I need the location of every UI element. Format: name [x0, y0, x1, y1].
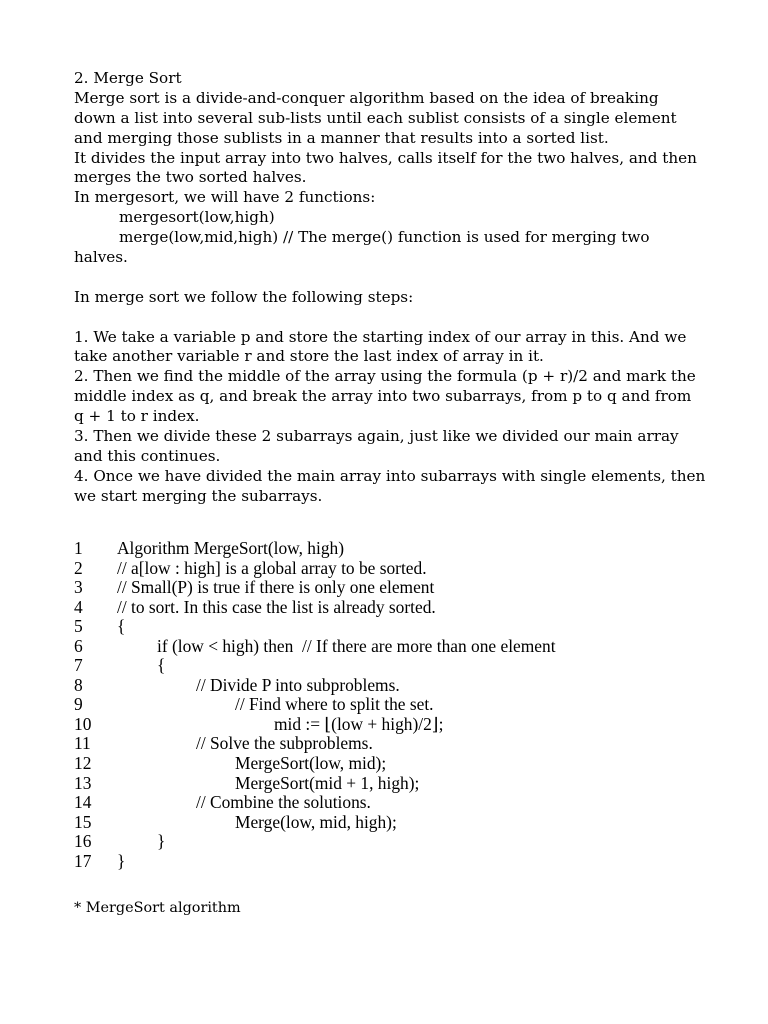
step-line: we start merging the subarrays.	[74, 486, 323, 505]
algorithm-code: {	[117, 616, 126, 637]
algorithm-line	[74, 578, 724, 598]
line-number: 10	[74, 713, 92, 734]
step-line: 3. Then we divide these 2 subarrays again, just like we divided our main array	[74, 427, 679, 446]
line-number: 11	[74, 733, 91, 754]
paragraph-line: down a list into several sub-lists until each sublist consists of a single element	[74, 108, 677, 127]
algorithm-line	[74, 637, 724, 657]
algorithm-code: // Divide P into subproblems.	[196, 674, 400, 695]
line-number: 16	[74, 831, 92, 852]
line-number: 15	[74, 811, 92, 832]
algorithm-line	[74, 676, 724, 696]
paragraph-line: and merging those sublists in a manner that results into a sorted list.	[74, 128, 609, 147]
algorithm-code: // Find where to split the set.	[235, 694, 434, 715]
paragraph-line: It divides the input array into two halves, calls itself for the two halves, and then	[74, 148, 697, 167]
line-number: 2	[74, 557, 83, 578]
figure-caption: * MergeSort algorithm	[74, 900, 241, 916]
algorithm-code: Algorithm MergeSort(low, high)	[117, 538, 345, 558]
line-number: 7	[74, 655, 83, 676]
algorithm-line	[74, 559, 724, 579]
paragraph-line: Merge sort is a divide-and-conquer algorithm based on the idea of breaking	[74, 88, 659, 107]
line-number: 6	[74, 635, 83, 656]
function-signature: mergesort(low,high)	[119, 208, 275, 227]
algorithm-line	[74, 813, 724, 833]
blank-line	[74, 308, 714, 328]
algorithm-line	[74, 734, 724, 754]
algorithm-code: // a[low : high] is a global array to be sorted.	[117, 557, 427, 578]
algorithm-line	[74, 656, 724, 676]
algorithm-line	[74, 754, 724, 774]
algorithm-code: // Small(P) is true if there is only one element	[117, 577, 435, 598]
step-line: middle index as q, and break the array into two subarrays, from p to q and from	[74, 387, 692, 406]
step-line: 4. Once we have divided the main array into subarrays with single elements, then	[74, 466, 706, 485]
step-line: take another variable r and store the last index of array in it.	[74, 347, 544, 366]
document-body	[74, 69, 714, 507]
line-number: 17	[74, 850, 92, 871]
step-line: and this continues.	[74, 446, 221, 465]
step-line: q + 1 to r index.	[74, 407, 200, 426]
line-number: 9	[74, 694, 83, 715]
step-line: 1. We take a variable p and store the starting index of our array in this. And we	[74, 327, 687, 346]
paragraph-line: In mergesort, we will have 2 functions:	[74, 188, 376, 207]
algorithm-code: {	[157, 655, 166, 676]
algorithm-line	[74, 695, 724, 715]
line-number: 3	[74, 577, 83, 598]
algorithm-code: MergeSort(low, mid);	[235, 753, 387, 774]
algorithm-line	[74, 598, 724, 618]
algorithm-code: // Combine the solutions.	[196, 792, 371, 813]
algorithm-code: // Solve the subproblems.	[196, 733, 373, 754]
algorithm-line	[74, 617, 724, 637]
line-number: 8	[74, 674, 83, 695]
algorithm-line	[74, 715, 724, 735]
step-line: 2. Then we find the middle of the array using the formula (p + r)/2 and mark the	[74, 367, 696, 386]
line-number: 4	[74, 596, 83, 617]
paragraph-line: halves.	[74, 248, 128, 267]
algorithm-code: // to sort. In this case the list is already sorted.	[117, 596, 436, 617]
algorithm-line	[74, 832, 724, 852]
algorithm-code: MergeSort(mid + 1, high);	[235, 772, 420, 793]
paragraph-line: merges the two sorted halves.	[74, 168, 307, 187]
line-number: 14	[74, 792, 92, 813]
algorithm-listing	[74, 539, 724, 871]
line-number: 1	[74, 538, 83, 558]
algorithm-code: mid := ⌊(low + high)/2⌋;	[274, 713, 444, 734]
algorithm-code: if (low < high) then // If there are more than one element	[157, 635, 556, 656]
algorithm-line	[74, 539, 724, 559]
section-title: 2. Merge Sort	[74, 69, 182, 87]
line-number: 5	[74, 616, 83, 637]
line-number: 13	[74, 772, 92, 793]
blank-line	[74, 268, 714, 288]
algorithm-code: }	[157, 831, 166, 852]
algorithm-line	[74, 774, 724, 794]
algorithm-code: Merge(low, mid, high);	[235, 811, 397, 832]
algorithm-line	[74, 793, 724, 813]
steps-heading: In merge sort we follow the following steps:	[74, 287, 414, 306]
algorithm-line	[74, 852, 724, 872]
line-number: 12	[74, 753, 92, 774]
algorithm-code: }	[117, 850, 126, 871]
function-signature: merge(low,mid,high) // The merge() function is used for merging two	[119, 228, 650, 247]
